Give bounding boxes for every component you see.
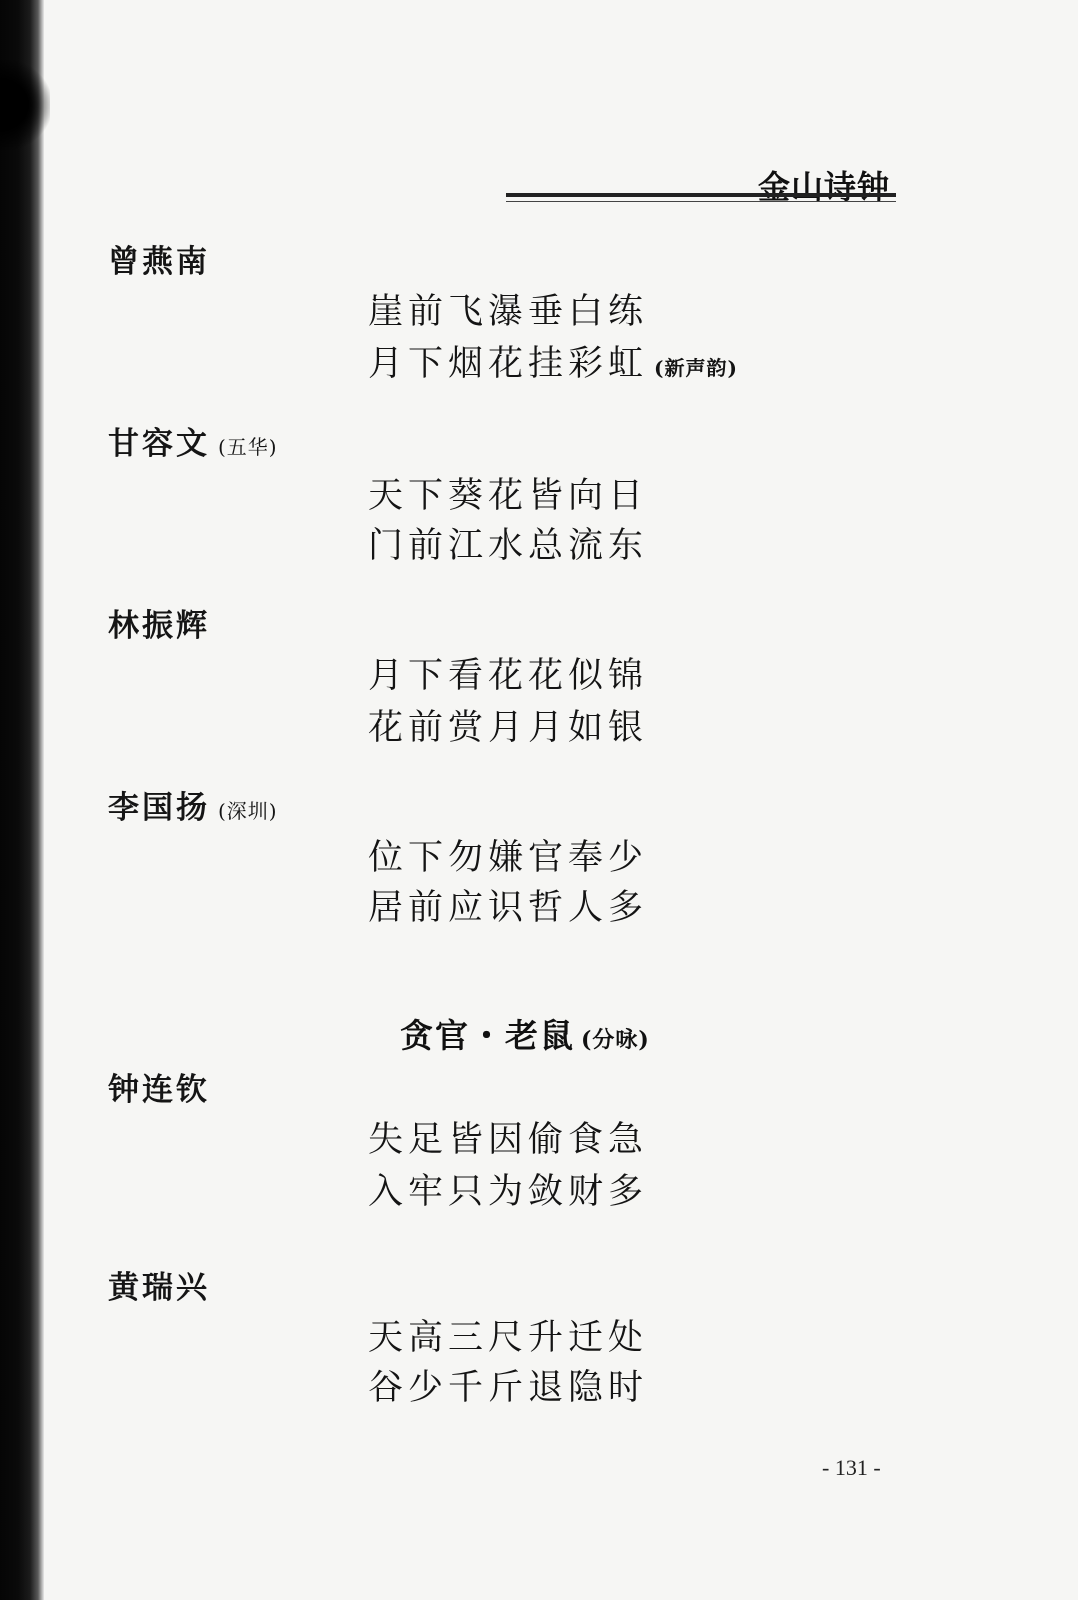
section-title	[400, 1010, 650, 1057]
author-name-text: 钟连钦	[108, 1072, 210, 1108]
author-name-text: 黄瑞兴	[108, 1270, 210, 1306]
author-name	[108, 1064, 210, 1109]
section-title-text: 贪官・老鼠	[400, 1016, 575, 1055]
verse-line-text: 入牢只为敛财多	[368, 1172, 649, 1212]
verse-line-text: 居前应识哲人多	[368, 888, 649, 928]
author-name	[108, 1262, 210, 1307]
author-name	[108, 236, 210, 281]
author-name	[108, 600, 210, 645]
verse-line-text: 位下勿嫌官奉少	[368, 838, 649, 878]
verse-line-text: 失足皆因偷食急	[368, 1120, 649, 1160]
verse-line	[368, 1310, 648, 1360]
verse-line-text: 谷少千斤退隐时	[368, 1368, 649, 1408]
section-title-note: (分咏)	[581, 1027, 650, 1053]
scan-shadow-edge	[0, 0, 44, 1600]
verse-line	[368, 336, 738, 386]
page-number: - 131 -	[822, 1455, 881, 1480]
verse-line-text: 花前赏月月如银	[368, 708, 649, 748]
verse-line-text: 月下看花花似锦	[368, 656, 649, 696]
running-header-title: 金山诗钟	[757, 168, 890, 206]
verse-line-text: 月下烟花挂彩虹	[368, 344, 649, 384]
header-rule-thin	[506, 201, 896, 202]
author-name-text: 甘容文	[108, 426, 210, 462]
verse-line	[368, 518, 648, 568]
header-rule-thick	[506, 193, 896, 197]
verse-line	[368, 1112, 648, 1162]
verse-line-text: 门前江水总流东	[368, 526, 649, 566]
verse-line	[368, 880, 648, 930]
verse-line	[368, 648, 648, 698]
verse-line	[368, 284, 648, 334]
author-name	[108, 782, 278, 827]
verse-note: (新声韵)	[654, 356, 738, 380]
author-name-text: 曾燕南	[108, 244, 210, 280]
author-place-note: (深圳)	[218, 799, 278, 823]
verse-line-text: 天高三尺升迁处	[368, 1318, 649, 1358]
author-name-text: 林振辉	[108, 608, 210, 644]
verse-line	[368, 468, 648, 518]
verse-line	[368, 830, 648, 880]
author-name-text: 李国扬	[108, 790, 210, 826]
scan-shadow-notch	[0, 60, 50, 150]
verse-line-text: 天下葵花皆向日	[368, 476, 649, 516]
verse-line	[368, 700, 648, 750]
author-name	[108, 418, 278, 463]
verse-line	[368, 1360, 648, 1410]
author-place-note: (五华)	[218, 435, 278, 459]
verse-line	[368, 1164, 648, 1214]
verse-line-text: 崖前飞瀑垂白练	[368, 292, 649, 332]
